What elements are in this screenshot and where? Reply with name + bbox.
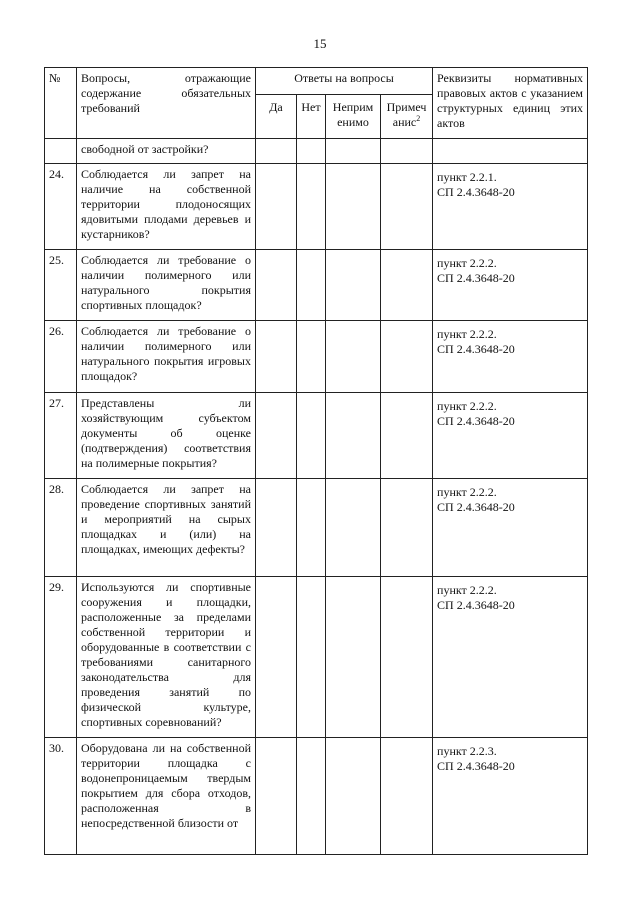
- table-row: [45, 250, 588, 321]
- answer-no-cell[interactable]: [297, 139, 326, 164]
- answer-no-cell[interactable]: [297, 393, 326, 479]
- answer-note-cell[interactable]: [381, 321, 433, 393]
- row-number: 25.: [45, 250, 77, 321]
- answer-note-cell[interactable]: [381, 738, 433, 855]
- answer-no-cell[interactable]: [297, 250, 326, 321]
- answer-yes-cell[interactable]: [256, 321, 297, 393]
- header-not-applicable: Неприм енимо: [326, 95, 381, 139]
- header-requisites: Реквизиты нормативных правовых актов с указанием структурных единиц этих актов: [433, 68, 588, 139]
- answer-note-cell[interactable]: [381, 577, 433, 738]
- answer-note-cell[interactable]: [381, 479, 433, 577]
- table-row: [45, 479, 588, 577]
- row-question: свободной от застройки?: [77, 139, 256, 164]
- row-question: Используются ли спортивные сооружения и площадки, расположенные за пределами собственной территории и оборудованные в соответствии с требованиями санитарного законодательства для проведения занятий по физической культуре, спортивных соревнований?: [77, 577, 256, 738]
- row-requisites: пункт 2.2.3. СП 2.4.3648-20: [433, 738, 588, 855]
- row-question: Соблюдается ли запрет на проведение спортивных занятий и мероприятий на сырых площадках и (или) на площадках, имеющих дефекты?: [77, 479, 256, 577]
- answer-no-cell[interactable]: [297, 738, 326, 855]
- header-answers: Ответы на вопросы: [256, 68, 433, 95]
- row-requisites: пункт 2.2.2. СП 2.4.3648-20: [433, 393, 588, 479]
- table-row: [45, 738, 588, 855]
- answer-note-cell[interactable]: [381, 164, 433, 250]
- page-number: 15: [313, 36, 327, 51]
- row-requisites: пункт 2.2.2. СП 2.4.3648-20: [433, 321, 588, 393]
- row-question: Соблюдается ли требование о наличии полимерного или натурального покрытия игровых площадок?: [77, 321, 256, 393]
- row-requisites: пункт 2.2.2. СП 2.4.3648-20: [433, 250, 588, 321]
- row-requisites: пункт 2.2.2. СП 2.4.3648-20: [433, 577, 588, 738]
- answer-yes-cell[interactable]: [256, 738, 297, 855]
- table-row: [45, 164, 588, 250]
- row-number: 28.: [45, 479, 77, 577]
- answer-no-cell[interactable]: [297, 479, 326, 577]
- answer-na-cell[interactable]: [326, 139, 381, 164]
- row-requisites: пункт 2.2.1. СП 2.4.3648-20: [433, 164, 588, 250]
- header-yes: Да: [256, 95, 297, 139]
- table-row: [45, 321, 588, 393]
- answer-yes-cell[interactable]: [256, 479, 297, 577]
- row-requisites: [433, 139, 588, 164]
- answer-yes-cell[interactable]: [256, 393, 297, 479]
- answer-na-cell[interactable]: [326, 393, 381, 479]
- row-number: 26.: [45, 321, 77, 393]
- answer-no-cell[interactable]: [297, 164, 326, 250]
- answer-na-cell[interactable]: [326, 738, 381, 855]
- answer-na-cell[interactable]: [326, 250, 381, 321]
- answer-yes-cell[interactable]: [256, 250, 297, 321]
- row-question: Представлены ли хозяйствующим субъектом документы об оценке (подтверждения) соответствия на полимерные покрытия?: [77, 393, 256, 479]
- header-note: Примеч анис$^2$: [381, 95, 433, 139]
- row-number: 30.: [45, 738, 77, 855]
- table-row: [45, 577, 588, 738]
- row-question: Оборудована ли на собственной территории площадка с водонепроницаемым твердым покрытием для сбора отходов, расположенная в непосредственной близости от: [77, 738, 256, 855]
- answer-no-cell[interactable]: [297, 577, 326, 738]
- row-number: 27.: [45, 393, 77, 479]
- row-requisites: пункт 2.2.2. СП 2.4.3648-20: [433, 479, 588, 577]
- header-row: [45, 68, 588, 95]
- header-num: №: [45, 68, 77, 139]
- answer-na-cell[interactable]: [326, 321, 381, 393]
- answer-na-cell[interactable]: [326, 577, 381, 738]
- answer-note-cell[interactable]: [381, 250, 433, 321]
- answer-no-cell[interactable]: [297, 321, 326, 393]
- answer-na-cell[interactable]: [326, 164, 381, 250]
- row-question: Соблюдается ли требование о наличии полимерного или натурального покрытия спортивных площадок?: [77, 250, 256, 321]
- table-row: [45, 393, 588, 479]
- answer-yes-cell[interactable]: [256, 139, 297, 164]
- answer-na-cell[interactable]: [326, 479, 381, 577]
- row-number: 24.: [45, 164, 77, 250]
- row-number: [45, 139, 77, 164]
- answer-yes-cell[interactable]: [256, 164, 297, 250]
- row-question: Соблюдается ли запрет на наличие на собственной территории плодоносящих ядовитыми плодами деревьев и кустарников?: [77, 164, 256, 250]
- table-row: [45, 139, 588, 164]
- header-no: Нет: [297, 95, 326, 139]
- row-number: 29.: [45, 577, 77, 738]
- answer-note-cell[interactable]: [381, 139, 433, 164]
- answer-yes-cell[interactable]: [256, 577, 297, 738]
- answer-note-cell[interactable]: [381, 393, 433, 479]
- requirements-table: [44, 67, 588, 855]
- header-question: Вопросы, отражающие содержание обязательных требований: [77, 68, 256, 139]
